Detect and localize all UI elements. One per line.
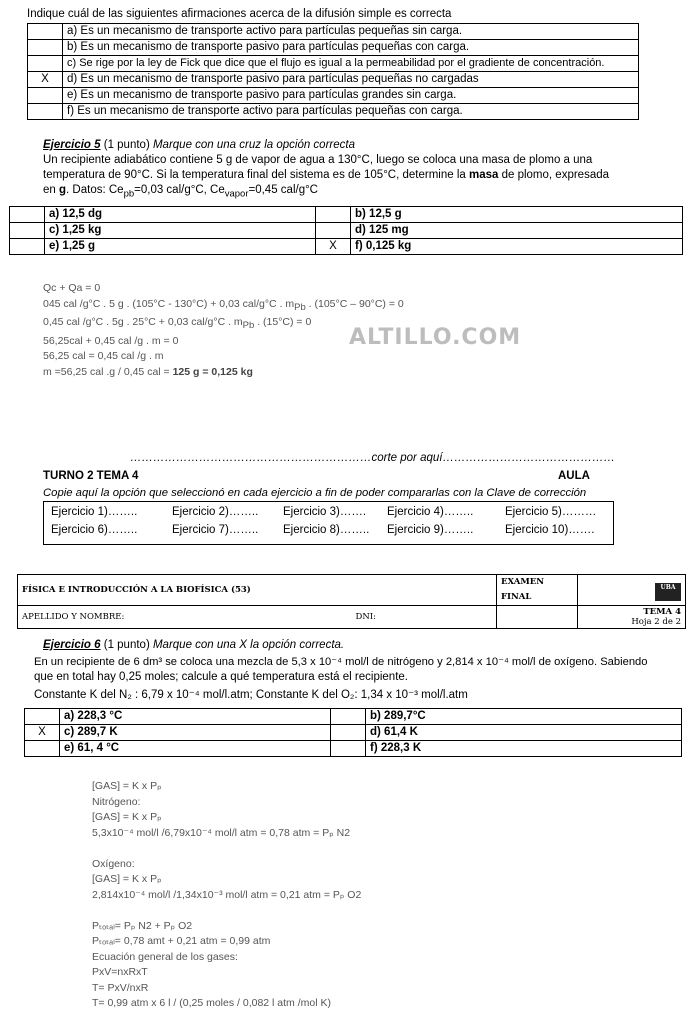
answer-mark[interactable]: X [25, 725, 60, 741]
solution-line: PxV=nxRxT [92, 966, 148, 978]
solution-line: Oxígeno: [92, 857, 135, 870]
option-text: b) 12,5 g [351, 207, 683, 223]
exercise-answer-slot[interactable]: Ejercicio 2)…….. [172, 506, 259, 518]
course-title: FÍSICA E INTRODUCCIÓN A LA BIOFÍSICA (53) [18, 575, 497, 606]
turno-tema: TURNO 2 TEMA 4 [43, 470, 139, 482]
option-text: b) 289,7°C [366, 709, 682, 725]
ex6-statement-3: Constante K del N₂ : 6,79 x 10⁻⁴ mol/l.atm; Constante K del O₂: 1,34 x 10⁻³ mol/l.atm [34, 689, 468, 701]
solution-line: [GAS] = K x Pₚ [92, 873, 162, 885]
solution-line: 2,814x10⁻⁴ mol/l /1,34x10⁻³ mol/l atm = 0,21 atm = Pₚ O2 [92, 888, 362, 901]
option-row[interactable] [10, 223, 683, 239]
exercise-answer-slot[interactable]: Ejercicio 6)…….. [51, 524, 138, 536]
answer-mark[interactable] [10, 223, 45, 239]
answer-mark[interactable] [28, 88, 63, 104]
tema-cell [578, 606, 686, 629]
solution-line: [GAS] = K x Pₚ [92, 780, 162, 792]
answer-mark[interactable] [10, 207, 45, 223]
option-text: c) 1,25 kg [45, 223, 316, 239]
ex5-title: Ejercicio 5 (1 punto) Marque con una cruz la opción correcta [43, 139, 355, 151]
solution-line [92, 841, 361, 857]
option-row[interactable] [10, 207, 683, 223]
solution-line: Nitrógeno: [92, 795, 141, 808]
q1-prompt: Indique cuál de las siguientes afirmaciones acerca de la difusión simple es correcta [27, 8, 452, 20]
exercise-answer-slot[interactable]: Ejercicio 10)……. [505, 524, 595, 536]
option-row[interactable] [28, 24, 639, 40]
option-text: e) 61, 4 °C [60, 741, 331, 757]
answer-mark[interactable] [28, 24, 63, 40]
ex6-statement-2: que en total hay 0,25 moles; calcule a qué temperatura está el recipiente. [34, 671, 408, 683]
solution-line: T= 0,99 atm x 6 l / (0,25 moles / 0,082 l atm /mol K) [92, 997, 331, 1009]
answer-mark[interactable] [10, 239, 45, 255]
cut-instruction: Copie aquí la opción que seleccionó en cada ejercicio a fin de poder compararlas con la Clave de corrección [43, 487, 587, 499]
solution-line: T= PxV/nxR [92, 981, 149, 994]
option-row[interactable] [28, 56, 639, 72]
dni-label: DNI: [355, 611, 376, 622]
q1-options-table [27, 23, 639, 120]
option-text: e) 1,25 g [45, 239, 316, 255]
solution-line: Pₜₒₜₐₗ= Pₚ N2 + Pₚ O2 [92, 919, 193, 932]
exercise-answer-slot[interactable]: Ejercicio 9)…….. [387, 524, 474, 536]
solution-line: 0,45 cal /g°C . 5g . 25°C + 0,03 cal/g°C . $m_{Pb}$ . (15°C) = 0 [43, 316, 312, 332]
answer-mark[interactable] [28, 40, 63, 56]
option-row[interactable] [25, 741, 682, 757]
option-row[interactable] [25, 709, 682, 725]
ex5-options-table [9, 206, 683, 255]
answer-mark[interactable] [331, 709, 366, 725]
solution-line: [GAS] = K x Pₚ [92, 811, 162, 823]
solution-line: 56,25cal + 0,45 cal /g . m = 0 [43, 334, 179, 347]
uba-logo: UBA [578, 575, 686, 606]
option-text: c) 289,7 K [60, 725, 331, 741]
option-row[interactable] [28, 104, 639, 120]
watermark: ALTILLO.COM [349, 325, 522, 350]
ex6-solution [92, 779, 361, 1012]
option-row[interactable] [28, 88, 639, 104]
exercise-answer-slot[interactable]: Ejercicio 4)…….. [387, 506, 474, 518]
ex5-statement-1: Un recipiente adiabático contiene 5 g de vapor de agua a 130°C, luego se coloca una masa de plomo a una [43, 154, 593, 166]
solution-line: Pₜₒₜₐₗ= 0,78 amt + 0,21 atm = 0,99 atm [92, 935, 271, 947]
exercise-answer-slot[interactable]: Ejercicio 8)…….. [283, 524, 370, 536]
solution-line: Ecuación general de los gases: [92, 950, 238, 963]
option-text: f) 228,3 K [366, 741, 682, 757]
solution-line: 56,25 cal = 0,45 cal /g . m [43, 350, 164, 363]
ex6-statement-1: En un recipiente de 6 dm³ se coloca una mezcla de 5,3 x 10⁻⁴ mol/l de nitrógeno y 2,814 x 10⁻⁴ mol/l de oxígeno. Sabiendo [34, 656, 648, 668]
option-text: c) Se rige por la ley de Fick que dice que el flujo es igual a la permeabilidad por el gradiente de concentración. [63, 56, 639, 72]
option-row[interactable] [28, 40, 639, 56]
page-indicator: Hoja 2 de 2 [631, 617, 681, 627]
option-text: e) Es un mecanismo de transporte pasivo para partículas grandes sin carga. [63, 88, 639, 104]
answer-mark[interactable]: X [316, 239, 351, 255]
option-text: d) Es un mecanismo de transporte pasivo para partículas pequeñas no cargadas [63, 72, 639, 88]
option-text: d) 125 mg [351, 223, 683, 239]
option-text: f) Es un mecanismo de transporte activo para partículas pequeñas con carga. [63, 104, 639, 120]
ex5-statement-2: temperatura de 90°C. Si la temperatura final del sistema es de 105°C, determine la masa de plomo, expresada [43, 169, 610, 181]
name-field[interactable] [18, 606, 497, 629]
answer-mark[interactable] [316, 223, 351, 239]
option-text: b) Es un mecanismo de transporte pasivo para partículas pequeñas con carga. [63, 40, 639, 56]
option-text: d) 61,4 K [366, 725, 682, 741]
tema-label: TEMA 4 [643, 607, 681, 617]
option-text: a) Es un mecanismo de transporte activo para partículas pequeñas sin carga. [63, 24, 639, 40]
aula-label: AULA [558, 470, 590, 482]
solution-line: 5,3x10⁻⁴ mol/l /6,79x10⁻⁴ mol/l atm = 0,78 atm = Pₚ N2 [92, 826, 351, 839]
answer-mark[interactable] [331, 725, 366, 741]
answer-mark[interactable] [25, 741, 60, 757]
solution-line: 045 cal /g°C . 5 g . (105°C - 130°C) + 0,03 cal/g°C . $m_{Pb}$ . (105°C – 90°C) = 0 [43, 297, 404, 313]
exam-type: EXAMEN FINAL [497, 575, 578, 606]
answer-mark[interactable] [25, 709, 60, 725]
ex6-title: Ejercicio 6 (1 punto) Marque con una X la opción correcta. [43, 639, 345, 651]
answer-mark[interactable] [316, 207, 351, 223]
exercise-answer-slot[interactable]: Ejercicio 3)……. [283, 506, 367, 518]
option-row[interactable] [10, 239, 683, 255]
answer-summary-box [43, 501, 614, 545]
answer-mark[interactable] [28, 56, 63, 72]
answer-mark[interactable] [331, 741, 366, 757]
exercise-answer-slot[interactable]: Ejercicio 1)…….. [51, 506, 138, 518]
name-label: APELLIDO Y NOMBRE: [22, 611, 125, 622]
exam-header [17, 574, 686, 629]
header-blank-cell [497, 606, 578, 629]
ex6-options-table [24, 708, 682, 757]
answer-mark[interactable]: X [28, 72, 63, 88]
exercise-answer-slot[interactable]: Ejercicio 7)…….. [172, 524, 259, 536]
solution-line: m =56,25 cal .g / 0,45 cal = 125 g = 0,125 kg [43, 365, 253, 378]
ex5-statement-3: en g. Datos: $Ce_{pb}=0,03$ cal/g°C, $Ce_{vapor}=0,45$ cal/g°C [43, 184, 318, 200]
option-row[interactable] [28, 72, 639, 88]
answer-mark[interactable] [28, 104, 63, 120]
solution-line: Qc + Qa = 0 [43, 282, 101, 294]
option-row[interactable] [25, 725, 682, 741]
option-text: f) 0,125 kg [351, 239, 683, 255]
option-text: a) 12,5 dg [45, 207, 316, 223]
cut-line: ………………………………………………………corte por aquí……………………………………… [130, 452, 615, 464]
solution-line [92, 903, 361, 919]
option-text: a) 228,3 °C [60, 709, 331, 725]
exercise-answer-slot[interactable]: Ejercicio 5)……… [505, 506, 597, 518]
